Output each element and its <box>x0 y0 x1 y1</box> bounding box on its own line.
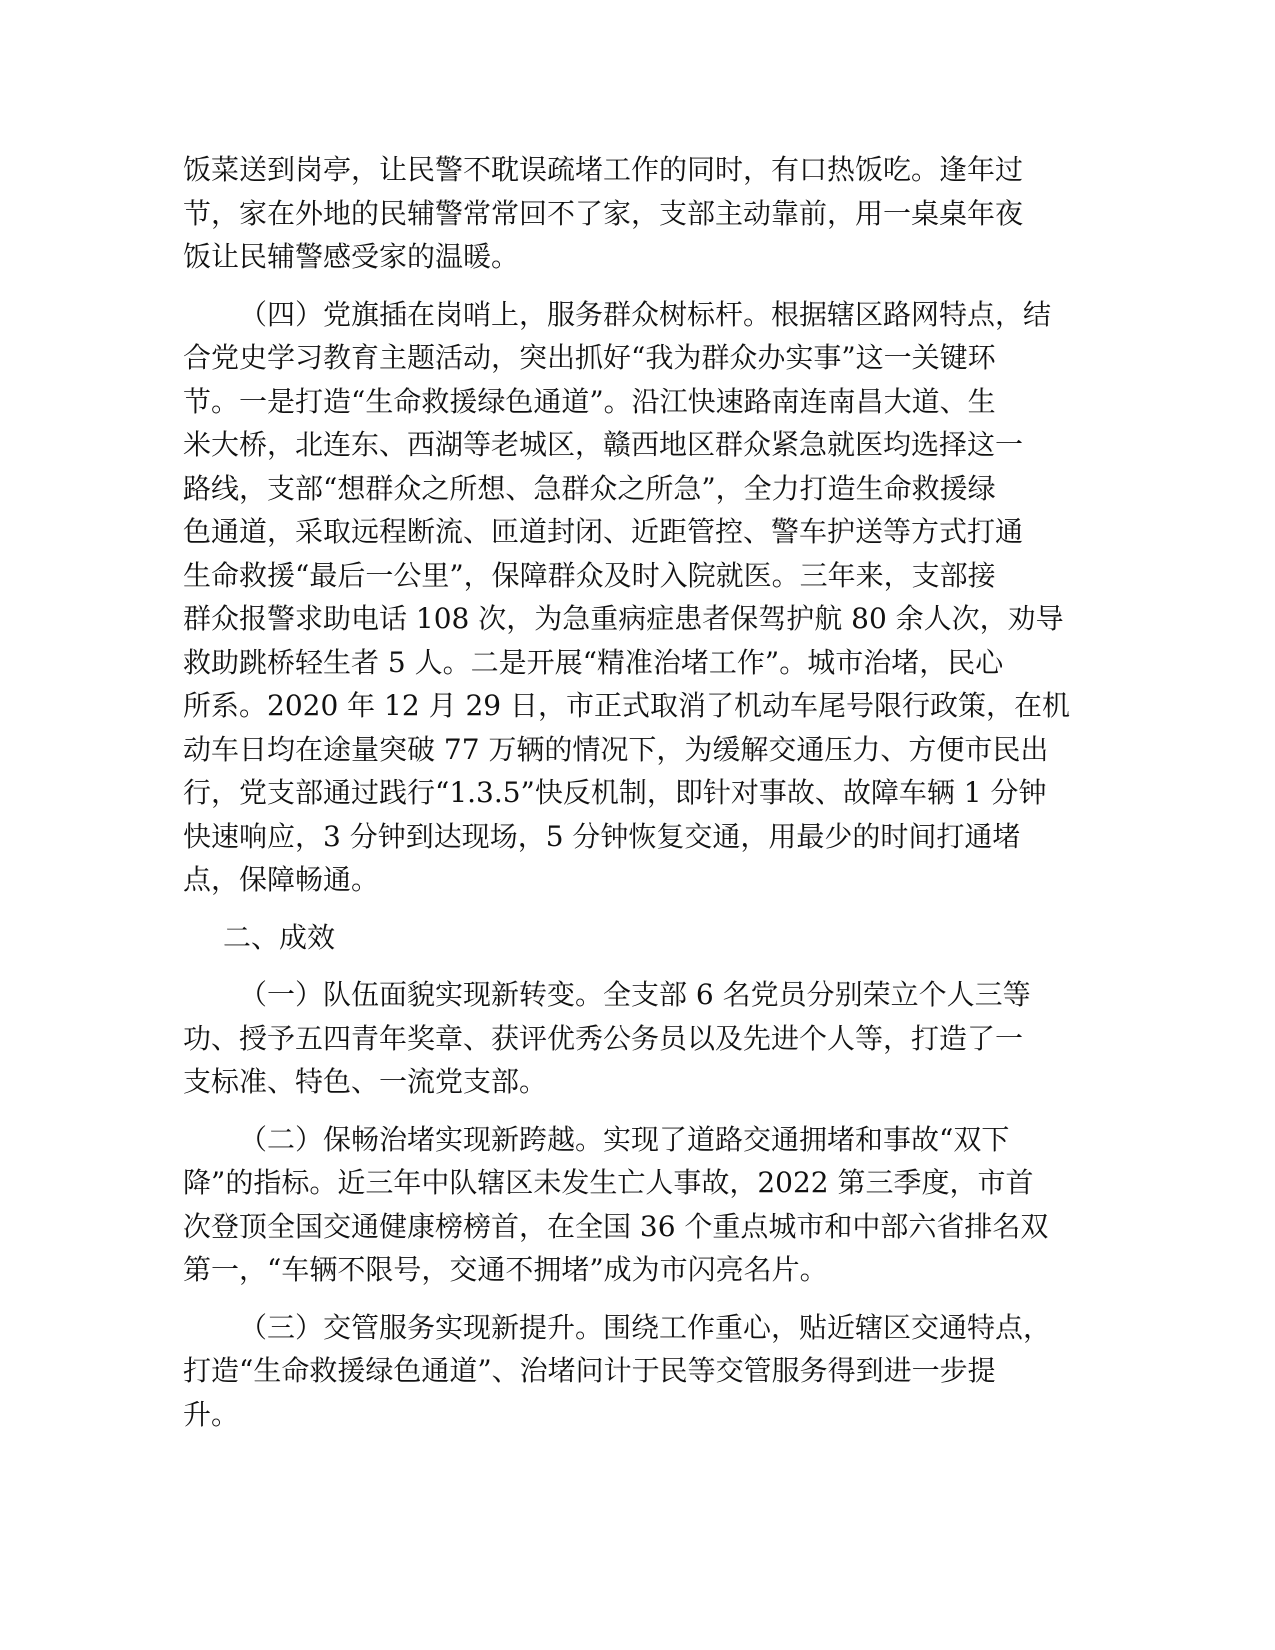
text-line: 米大桥，北连东、西湖等老城区，赣西地区群众紧急就医均选择这一 <box>183 428 1024 461</box>
text-line: 所系。2020 年 12 月 29 日，市正式取消了机动车尾号限行政策，在机 <box>183 689 1071 722</box>
text-line: 升。 <box>183 1397 240 1431</box>
text-line: 打造“生命救援绿色通道”、治堵问计于民等交管服务得到进一步提 <box>183 1354 996 1387</box>
text-line: 生命救援“最后一公里”，保障群众及时入院就医。三年来，支部接 <box>183 558 996 592</box>
paragraph-service-upgrade <box>183 1306 1053 1437</box>
text-line: 点，保障畅通。 <box>183 863 380 896</box>
text-line: 降”的指标。近三年中队辖区未发生亡人事故，2022 第三季度，市首 <box>183 1166 1034 1199</box>
text-line: 节。一是打造“生命救援绿色通道”。沿江快速路南连南昌大道、生 <box>183 384 996 418</box>
paragraph-traffic-improvement <box>183 1118 1053 1292</box>
text-line: （四）党旗插在岗哨上，服务群众树标杆。根据辖区路网特点，结 <box>239 297 1052 331</box>
paragraph-canteen <box>183 148 1053 279</box>
text-line: 饭让民辅警感受家的温暖。 <box>183 240 520 273</box>
text-line: 路线，支部“想群众之所想、急群众之所急”，全力打造生命救援绿 <box>183 471 996 505</box>
text-line: （三）交管服务实现新提升。围绕工作重心，贴近辖区交通特点， <box>239 1310 1052 1344</box>
text-line: 合党史学习教育主题活动，突出抓好“我为群众办实事”这一关键环 <box>183 341 996 374</box>
text-line: 饭菜送到岗亭，让民警不耽误疏堵工作的同时，有口热饭吃。逢年过 <box>183 153 1024 186</box>
text-line: 第一，“车辆不限号，交通不拥堵”成为市闪亮名片。 <box>183 1253 828 1286</box>
text-line: 支标准、特色、一流党支部。 <box>183 1065 548 1098</box>
text-line: 功、授予五四青年奖章、获评优秀公务员以及先进个人等，打造了一 <box>183 1021 1024 1055</box>
text-line: 动车日均在途量突破 77 万辆的情况下，为缓解交通压力、方便市民出 <box>183 732 1049 766</box>
text-line: 快速响应，3 分钟到达现场，5 分钟恢复交通，用最少的时间打通堵 <box>183 819 1021 853</box>
text-line: 色通道，采取远程断流、匝道封闭、近距管控、警车护送等方式打通 <box>183 515 1024 548</box>
text-line: 群众报警求助电话 108 次，为急重病症患者保驾护航 80 余人次，劝导 <box>183 602 1064 635</box>
text-line: 节，家在外地的民辅警常常回不了家，支部主动靠前，用一桌桌年夜 <box>183 196 1024 230</box>
paragraph-party-flag <box>183 293 1071 902</box>
text-line: 行，党支部通过践行“1.3.5”快反机制，即针对事故、故障车辆 1 分钟 <box>183 776 1047 809</box>
text-line: 救助跳桥轻生者 5 人。二是开展“精准治堵工作”。城市治堵，民心 <box>183 645 1004 679</box>
text-line: 次登顶全国交通健康榜榜首，在全国 36 个重点城市和中部六省排名双 <box>183 1209 1049 1243</box>
paragraph-team-transformation <box>183 973 1053 1104</box>
document-body <box>183 148 1071 1450</box>
section-heading-results: 二、成效 <box>223 920 336 954</box>
text-line: （二）保畅治堵实现新跨越。实现了道路交通拥堵和事故“双下 <box>239 1122 1010 1156</box>
text-line: （一）队伍面貌实现新转变。全支部 6 名党员分别荣立个人三等 <box>239 978 1031 1011</box>
